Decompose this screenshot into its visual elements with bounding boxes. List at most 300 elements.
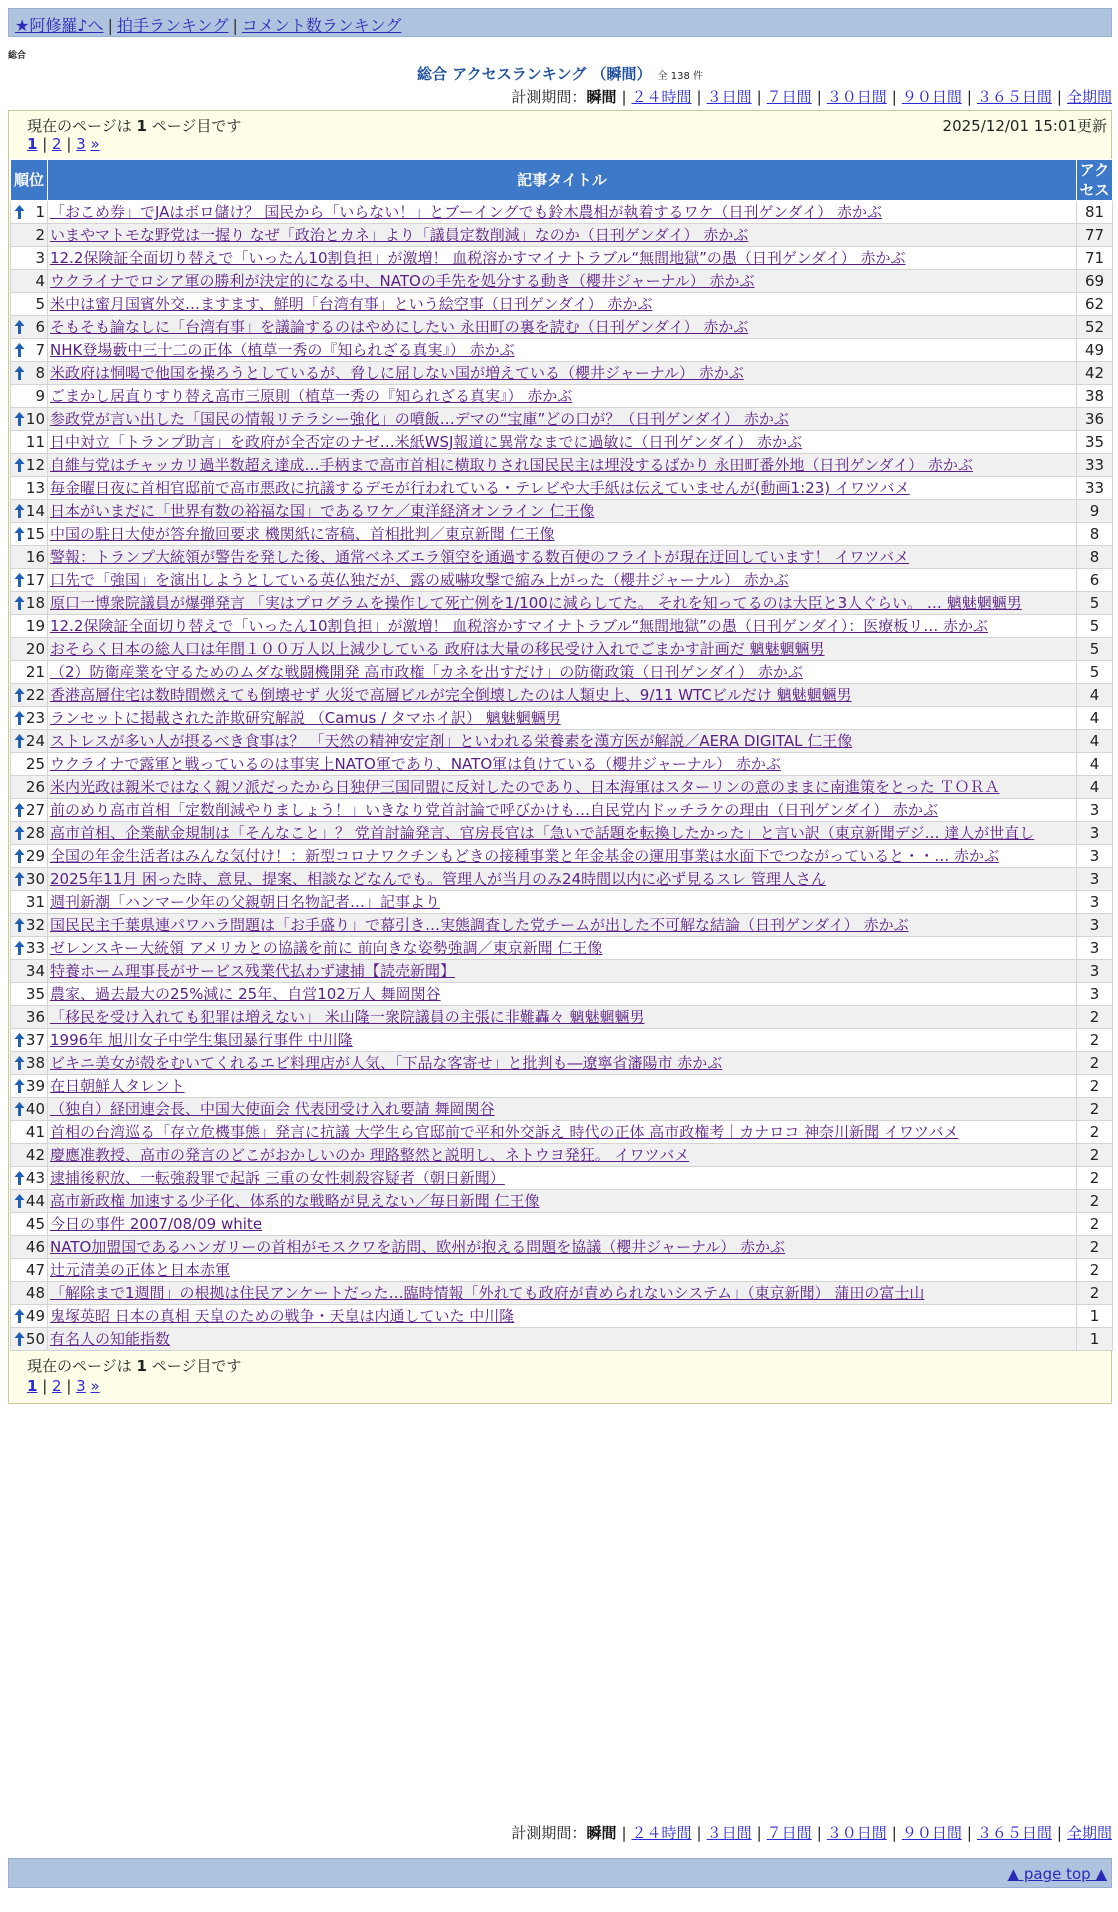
comment-ranking-link[interactable]: コメント数ランキング — [241, 16, 402, 35]
rank-up-arrow-icon — [14, 365, 25, 381]
pager-next[interactable]: » — [90, 135, 100, 153]
table-row — [11, 661, 1113, 684]
rank-cell — [11, 454, 48, 477]
table-row — [11, 891, 1113, 914]
article-link[interactable]: 自維与党はチャッカリ過半数超え達成…手柄まで高市首相に横取りされ国民民主は埋没するばかり 永田町番外地（日刊ゲンダイ） 赤かぶ — [50, 456, 973, 474]
title-cell — [48, 1328, 1077, 1351]
access-count: 49 — [1077, 339, 1113, 362]
table-row — [11, 1305, 1113, 1328]
title-cell — [48, 1121, 1077, 1144]
rank-number: 28 — [25, 824, 45, 842]
table-row — [11, 615, 1113, 638]
article-link[interactable]: 「移民を受け入れても犯罪は増えない」 米山隆一衆院議員の主張に非難轟々 魑魅魍魎男 — [50, 1008, 645, 1026]
title-cell — [48, 431, 1077, 454]
article-link[interactable]: いまやマトモな野党は一握り なぜ「政治とカネ」より「議員定数削減」なのか（日刊ゲンダイ） 赤かぶ — [50, 226, 749, 244]
rank-cell — [11, 224, 48, 247]
access-count: 52 — [1077, 316, 1113, 339]
title-cell — [48, 201, 1077, 224]
article-link[interactable]: 12.2保険証全面切り替えで「いったん10割負担」が激増！ 血税溶かすマイナトラブル“無間地獄”の愚（日刊ゲンダイ） 赤かぶ — [50, 249, 906, 267]
period-option-4[interactable]: ３０日間 — [826, 88, 887, 106]
page-info-pre: 現在のページは — [27, 117, 137, 135]
period-option-2[interactable]: ３日間 — [706, 88, 752, 106]
access-count: 5 — [1077, 661, 1113, 684]
article-link[interactable]: 日中対立「トランプ助言」を政府が全否定のナゼ…米紙WSJ報道に異常なまでに過敏に（日刊ゲンダイ） 赤かぶ — [50, 433, 803, 451]
period-separator: | — [891, 1824, 897, 1842]
article-link[interactable]: ウクライナでロシア軍の勝利が決定的になる中、NATOの手先を処分する動き（櫻井ジャーナル） 赤かぶ — [50, 272, 755, 290]
rank-number: 45 — [25, 1215, 45, 1233]
rank-cell — [11, 1190, 48, 1213]
ranking-panel — [8, 110, 1112, 1404]
article-link[interactable]: 鬼塚英昭 日本の真相 天皇のための戦争・天皇は内通していた 中川隆 — [50, 1307, 515, 1325]
period-option-4[interactable]: ３０日間 — [826, 1824, 887, 1842]
period-option-3[interactable]: ７日間 — [766, 1824, 812, 1842]
rank-cell — [11, 1305, 48, 1328]
rank-number: 24 — [25, 732, 45, 750]
rank-up-arrow-icon — [14, 1170, 25, 1186]
period-separator: | — [621, 1824, 627, 1842]
article-link[interactable]: そもそも論なしに「台湾有事」を議論するのはやめにしたい 永田町の裏を読む（日刊ゲンダイ） 赤かぶ — [50, 318, 749, 336]
rank-cell — [11, 1213, 48, 1236]
title-cell — [48, 546, 1077, 569]
table-row — [11, 270, 1113, 293]
title-cell — [48, 293, 1077, 316]
rank-up-arrow-icon — [14, 457, 25, 473]
clap-ranking-link[interactable]: 拍手ランキング — [116, 16, 229, 35]
article-link[interactable]: 今日の事件 2007/08/09 white — [50, 1215, 263, 1233]
article-link[interactable]: 米政府は恫喝で他国を操ろうとしているが、脅しに屈しない国が増えている（櫻井ジャーナル） 赤かぶ — [50, 364, 744, 382]
table-row — [11, 937, 1113, 960]
period-separator: | — [891, 88, 897, 106]
period-current: 瞬間 — [586, 88, 617, 106]
table-row — [11, 1259, 1113, 1282]
access-count: 3 — [1077, 822, 1113, 845]
article-link[interactable]: 週刊新潮「ハンマー少年の父親朝日名物記者…」記事より — [50, 893, 441, 911]
period-separator: | — [1056, 88, 1062, 106]
rank-up-arrow-icon — [14, 940, 25, 956]
title-cell — [48, 1029, 1077, 1052]
access-count: 2 — [1077, 1190, 1113, 1213]
article-link[interactable]: 米内光政は親米ではなく親ソ派だったから日独伊三国同盟に反対したのであり、日本海軍はスターリンの意のままに南進策をとった ＴＯＲＡ — [50, 778, 1000, 796]
rank-cell — [11, 914, 48, 937]
table-row — [11, 431, 1113, 454]
article-link[interactable]: 日本がいまだに「世界有数の裕福な国」であるワケ／東洋経済オンライン 仁王像 — [50, 502, 595, 520]
table-row — [11, 224, 1113, 247]
pager-page-1[interactable]: 1 — [27, 1377, 38, 1395]
title-cell — [48, 316, 1077, 339]
article-link[interactable]: （2）防衛産業を守るためのムダな戦闘機開発 高市政権「カネを出すだけ」の防衛政策（日刊ゲンダイ） 赤かぶ — [50, 663, 803, 681]
article-link[interactable]: 毎金曜日夜に首相官邸前で高市悪政に抗議するデモが行われている・テレビや大手紙は伝えていませんが(動画1:23) イワツバメ — [50, 479, 910, 497]
nav-separator: | — [232, 16, 238, 35]
rank-up-arrow-icon — [14, 802, 25, 818]
pager-page-2[interactable]: 2 — [52, 1377, 62, 1395]
rank-up-arrow-icon — [14, 710, 25, 726]
period-option-7[interactable]: 全期間 — [1066, 88, 1112, 106]
ranking-table — [10, 159, 1113, 1351]
article-link[interactable]: 逮捕後釈放、一転強殺罪で起訴 三重の女性刺殺容疑者（朝日新聞） — [50, 1169, 505, 1187]
article-link[interactable]: 在日朝鮮人タレント — [50, 1077, 185, 1095]
rank-cell — [11, 546, 48, 569]
rank-number: 6 — [35, 318, 45, 336]
access-count: 2 — [1077, 1259, 1113, 1282]
rank-number: 33 — [25, 939, 45, 957]
page-top-link[interactable]: ▲ page top ▲ — [1007, 1865, 1107, 1883]
rank-number: 12 — [25, 456, 45, 474]
rank-up-arrow-icon — [14, 1032, 25, 1048]
rank-cell — [11, 592, 48, 615]
article-link[interactable]: 有名人の知能指数 — [50, 1330, 171, 1348]
table-row — [11, 408, 1113, 431]
rank-number: 10 — [25, 410, 45, 428]
article-link[interactable]: 口先で「強国」を演出しようとしている英仏独だが、露の威嚇攻撃で縮み上がった（櫻井ジャーナル） 赤かぶ — [50, 571, 789, 589]
rank-cell — [11, 500, 48, 523]
rank-up-arrow-icon — [14, 1101, 25, 1117]
title-cell — [48, 362, 1077, 385]
header-rank: 順位 — [11, 160, 48, 201]
period-separator: | — [621, 88, 627, 106]
rank-cell — [11, 1029, 48, 1052]
article-link[interactable]: NHK登場藪中三十二の正体（植草一秀の『知られざる真実』） 赤かぶ — [50, 341, 515, 359]
rank-number: 15 — [25, 525, 45, 543]
period-separator: | — [1056, 1824, 1062, 1842]
access-count: 77 — [1077, 224, 1113, 247]
rank-cell — [11, 339, 48, 362]
article-link[interactable]: 「解除まで1週間」の根拠は住民アンケートだった…臨時情報「外れても政府が責められないシステム」（東京新聞） 蒲田の富士山 — [50, 1284, 925, 1302]
rank-number: 3 — [35, 249, 45, 267]
rank-up-arrow-icon — [14, 917, 25, 933]
rank-number: 50 — [25, 1330, 45, 1348]
rank-cell — [11, 293, 48, 316]
article-link[interactable]: 中国の駐日大使が答弁撤回要求 機関紙に寄稿、首相批判／東京新聞 仁王像 — [50, 525, 555, 543]
table-row — [11, 914, 1113, 937]
rank-up-arrow-icon — [14, 733, 25, 749]
period-option-5[interactable]: ９０日間 — [901, 88, 962, 106]
access-count: 69 — [1077, 270, 1113, 293]
title-cell — [48, 592, 1077, 615]
access-count: 2 — [1077, 1236, 1113, 1259]
pager-bottom: 1 | 2 | 3 » — [27, 1377, 100, 1395]
title-cell — [48, 707, 1077, 730]
access-count: 5 — [1077, 615, 1113, 638]
table-row — [11, 1282, 1113, 1305]
title-cell — [48, 615, 1077, 638]
access-count: 38 — [1077, 385, 1113, 408]
access-count: 8 — [1077, 523, 1113, 546]
article-link[interactable]: 「おこめ券」でJAはボロ儲け？ 国民から「いらない！」とブーイングでも鈴木農相が執着するワケ（日刊ゲンダイ） 赤かぶ — [50, 203, 883, 221]
rank-cell — [11, 523, 48, 546]
period-option-7[interactable]: 全期間 — [1066, 1824, 1112, 1842]
rank-number: 23 — [25, 709, 45, 727]
access-count: 2 — [1077, 1006, 1113, 1029]
title-cell — [48, 224, 1077, 247]
rank-number: 7 — [35, 341, 45, 359]
title-cell — [48, 914, 1077, 937]
article-link[interactable]: 警報：トランプ大統領が警告を発した後、通常ベネズエラ領空を通過する数百便のフライトが現在迂回しています！ イワツバメ — [50, 548, 910, 566]
table-row — [11, 546, 1113, 569]
rank-number: 26 — [25, 778, 45, 796]
table-row — [11, 247, 1113, 270]
rank-cell — [11, 316, 48, 339]
period-option-1[interactable]: ２４時間 — [631, 88, 692, 106]
rank-cell — [11, 362, 48, 385]
rank-number: 40 — [25, 1100, 45, 1118]
title-cell — [48, 569, 1077, 592]
access-count: 36 — [1077, 408, 1113, 431]
rank-cell — [11, 431, 48, 454]
rank-cell — [11, 983, 48, 1006]
article-link[interactable]: 12.2保険証全面切り替えで「いったん10割負担」が激増！ 血税溶かすマイナトラブル“無間地獄”の愚（日刊ゲンダイ）：医療板リ… 赤かぶ — [50, 617, 988, 635]
access-count: 6 — [1077, 569, 1113, 592]
rank-cell — [11, 1167, 48, 1190]
access-count: 5 — [1077, 592, 1113, 615]
table-row — [11, 1236, 1113, 1259]
rank-number: 16 — [25, 548, 45, 566]
period-current: 瞬間 — [586, 1824, 617, 1842]
title-cell — [48, 776, 1077, 799]
title-cell — [48, 845, 1077, 868]
home-link[interactable]: ★阿修羅♪へ — [15, 16, 104, 35]
rank-number: 46 — [25, 1238, 45, 1256]
rank-number: 2 — [35, 226, 45, 244]
rank-cell — [11, 937, 48, 960]
page-title — [8, 63, 1112, 84]
article-link[interactable]: 香港高層住宅は数時間燃えても倒壊せず 火災で高層ビルが完全倒壊したのは人類史上、9/11 WTCビルだけ 魑魅魍魎男 — [50, 686, 852, 704]
table-row — [11, 684, 1113, 707]
rank-number: 47 — [25, 1261, 45, 1279]
rank-number: 34 — [25, 962, 45, 980]
rank-cell — [11, 799, 48, 822]
access-count: 2 — [1077, 1213, 1113, 1236]
article-link[interactable]: ビキニ美女が殻をむいてくれるエビ料理店が人気、「下品な客寄せ」と批判も―遼寧省瀋陽市 赤かぶ — [50, 1054, 723, 1072]
period-selector-bottom — [8, 1822, 1112, 1843]
period-option-2[interactable]: ３日間 — [706, 1824, 752, 1842]
article-link[interactable]: ゼレンスキー大統領 アメリカとの協議を前に 前向きな姿勢強調／東京新聞 仁王像 — [50, 939, 603, 957]
rank-up-arrow-icon — [14, 595, 25, 611]
table-row — [11, 316, 1113, 339]
table-row — [11, 1006, 1113, 1029]
access-count: 4 — [1077, 753, 1113, 776]
title-cell — [48, 1259, 1077, 1282]
title-cell — [48, 1167, 1077, 1190]
title-cell — [48, 661, 1077, 684]
access-count: 3 — [1077, 845, 1113, 868]
table-row — [11, 730, 1113, 753]
title-cell — [48, 247, 1077, 270]
pager-top: 1 | 2 | 3 » — [27, 135, 100, 153]
article-link[interactable]: 前のめり高市首相「定数削減やりましょう！」いきなり党首討論で呼びかけも…自民党内ドッチラケの理由（日刊ゲンダイ） 赤かぶ — [50, 801, 938, 819]
table-row — [11, 293, 1113, 316]
article-link[interactable]: 国民民主千葉県連パワハラ問題は「お手盛り」で幕引き…実態調査した党チームが出した不可解な結論（日刊ゲンダイ） 赤かぶ — [50, 916, 909, 934]
title-cell — [48, 477, 1077, 500]
table-row — [11, 592, 1113, 615]
rank-number: 9 — [35, 387, 45, 405]
article-link[interactable]: ストレスが多い人が摂るべき食事は？ 「天然の精神安定剤」といわれる栄養素を漢方医が解説／AERA DIGITAL 仁王像 — [50, 732, 853, 750]
table-row — [11, 569, 1113, 592]
page-info — [9, 111, 1111, 135]
page-title-text: 総合 アクセスランキング （瞬間） — [417, 65, 652, 83]
article-link[interactable]: ごまかし居直りすり替え高市三原則（植草一秀の『知られざる真実』） 赤かぶ — [50, 387, 573, 405]
page-info-bottom — [9, 1351, 1111, 1377]
access-count: 2 — [1077, 1282, 1113, 1305]
rank-cell — [11, 661, 48, 684]
table-row — [11, 638, 1113, 661]
title-cell — [48, 1098, 1077, 1121]
rank-cell — [11, 1098, 48, 1121]
article-link[interactable]: 高市新政権 加速する少子化、体系的な戦略が見えない／毎日新聞 仁王像 — [50, 1192, 540, 1210]
article-link[interactable]: 米中は蜜月国賓外交…ますます、鮮明「台湾有事」という絵空事（日刊ゲンダイ） 赤かぶ — [50, 295, 653, 313]
rank-up-arrow-icon — [14, 825, 25, 841]
rank-up-arrow-icon — [14, 204, 25, 220]
category-tag: 総合 — [8, 51, 27, 61]
title-cell — [48, 1236, 1077, 1259]
period-option-3[interactable]: ７日間 — [766, 88, 812, 106]
rank-cell — [11, 1121, 48, 1144]
period-option-6[interactable]: ３６５日間 — [976, 1824, 1052, 1842]
header-access: アクセス — [1077, 160, 1113, 201]
title-cell — [48, 385, 1077, 408]
table-row — [11, 983, 1113, 1006]
period-label: 計測期間： — [511, 88, 587, 106]
title-cell — [48, 408, 1077, 431]
pager-page-3[interactable]: 3 — [76, 135, 86, 153]
table-row — [11, 1098, 1113, 1121]
access-count: 81 — [1077, 201, 1113, 224]
rank-cell — [11, 270, 48, 293]
table-row — [11, 500, 1113, 523]
access-count: 2 — [1077, 1052, 1113, 1075]
access-count: 3 — [1077, 868, 1113, 891]
title-cell — [48, 1052, 1077, 1075]
period-separator: | — [966, 1824, 972, 1842]
title-cell — [48, 1305, 1077, 1328]
page-info-post: ページ目です — [146, 1357, 242, 1375]
rank-number: 37 — [25, 1031, 45, 1049]
period-separator: | — [966, 88, 972, 106]
title-cell — [48, 1075, 1077, 1098]
title-cell — [48, 730, 1077, 753]
rank-number: 17 — [25, 571, 45, 589]
rank-up-arrow-icon — [14, 1055, 25, 1071]
access-count: 35 — [1077, 431, 1113, 454]
rank-number: 18 — [25, 594, 45, 612]
top-nav-bar — [8, 8, 1112, 37]
title-cell — [48, 1006, 1077, 1029]
title-cell — [48, 799, 1077, 822]
article-link[interactable]: 2025年11月 困った時、意見、提案、相談などなんでも。管理人が当月のみ24時間以内に必ず見るスレ 管理人さん — [50, 870, 826, 888]
access-count: 33 — [1077, 477, 1113, 500]
rank-up-arrow-icon — [14, 871, 25, 887]
rank-cell — [11, 776, 48, 799]
article-link[interactable]: 全国の年金生活者はみんな気付け！：新型コロナワクチンもどきの接種事業と年金基金の運用事業は水面下でつながっていると・・… 赤かぶ — [50, 847, 1000, 865]
rank-cell — [11, 1282, 48, 1305]
table-row — [11, 1144, 1113, 1167]
period-separator: | — [696, 88, 702, 106]
rank-cell — [11, 707, 48, 730]
article-link[interactable]: NATO加盟国であるハンガリーの首相がモスクワを訪問、欧州が抱える問題を協議（櫻井ジャーナル） 赤かぶ — [50, 1238, 786, 1256]
rank-number: 38 — [25, 1054, 45, 1072]
article-link[interactable]: 特養ホーム理事長がサービス残業代払わず逮捕【読売新聞】 — [50, 962, 456, 980]
period-separator: | — [756, 88, 762, 106]
rank-up-arrow-icon — [14, 848, 25, 864]
title-cell — [48, 1282, 1077, 1305]
rank-cell — [11, 1052, 48, 1075]
rank-cell — [11, 822, 48, 845]
article-link[interactable]: （独自）経団連会長、中国大使面会 代表団受け入れ要請 舞岡関谷 — [50, 1100, 495, 1118]
article-link[interactable]: 辻元清美の正体と日本赤軍 — [50, 1261, 231, 1279]
title-cell — [48, 937, 1077, 960]
table-row — [11, 845, 1113, 868]
table-row — [11, 1167, 1113, 1190]
article-link[interactable]: 1996年 旭川女子中学生集団暴行事件 中川隆 — [50, 1031, 353, 1049]
article-link[interactable]: 首相の台湾巡る「存立危機事態」発言に抗議 大学生ら官邸前で平和外交訴え 時代の正体 高市政権考｜カナロコ 神奈川新聞 イワツバメ — [50, 1123, 959, 1141]
title-cell — [48, 960, 1077, 983]
access-count: 4 — [1077, 776, 1113, 799]
article-link[interactable]: 農家、過去最大の25%減に 25年、自営102万人 舞岡関谷 — [50, 985, 441, 1003]
page-info-current: 1 — [136, 117, 147, 135]
title-cell — [48, 339, 1077, 362]
article-link[interactable]: ウクライナで露軍と戦っているのは事実上NATO軍であり、NATO軍は負けている（櫻井ジャーナル） 赤かぶ — [50, 755, 781, 773]
rank-number: 22 — [25, 686, 45, 704]
access-count: 5 — [1077, 638, 1113, 661]
rank-cell — [11, 638, 48, 661]
table-row — [11, 339, 1113, 362]
table-row — [11, 362, 1113, 385]
access-count: 2 — [1077, 1121, 1113, 1144]
pager-page-1[interactable]: 1 — [27, 135, 38, 153]
period-option-1[interactable]: ２４時間 — [631, 1824, 692, 1842]
period-option-5[interactable]: ９０日間 — [901, 1824, 962, 1842]
title-cell — [48, 822, 1077, 845]
rank-cell — [11, 477, 48, 500]
article-link[interactable]: おそらく日本の総人口は年間１００万人以上減少している 政府は大量の移民受け入れでごまかす計画だ 魑魅魍魎男 — [50, 640, 825, 658]
title-cell — [48, 638, 1077, 661]
article-link[interactable]: 参政党が言い出した「国民の情報リテラシー強化」の噴飯…デマの“宝庫”どの口が？（日刊ゲンダイ） 赤かぶ — [50, 410, 789, 428]
rank-cell — [11, 753, 48, 776]
rank-up-arrow-icon — [14, 687, 25, 703]
rank-number: 48 — [25, 1284, 45, 1302]
table-row — [11, 960, 1113, 983]
title-cell — [48, 868, 1077, 891]
pager-page-2[interactable]: 2 — [52, 135, 62, 153]
page-info-pre: 現在のページは — [27, 1357, 137, 1375]
article-link[interactable]: 高市首相、企業献金規制は「そんなこと」？ 党首討論発言、官房長官は「急いで話題を転換したかった」と言い訳（東京新聞デジ… 達人が世直し — [50, 824, 1035, 842]
access-count: 42 — [1077, 362, 1113, 385]
pager-next[interactable]: » — [90, 1377, 100, 1395]
rank-up-arrow-icon — [14, 1078, 25, 1094]
period-option-6[interactable]: ３６５日間 — [976, 88, 1052, 106]
rank-cell — [11, 1006, 48, 1029]
table-row — [11, 776, 1113, 799]
access-count: 2 — [1077, 1098, 1113, 1121]
table-row — [11, 799, 1113, 822]
period-separator: | — [756, 1824, 762, 1842]
table-row — [11, 454, 1113, 477]
rank-number: 11 — [25, 433, 45, 451]
rank-up-arrow-icon — [14, 342, 25, 358]
rank-cell — [11, 1075, 48, 1098]
rank-up-arrow-icon — [14, 526, 25, 542]
article-link[interactable]: 原口一博衆院議員が爆弾発言 「実はプログラムを操作して死亡例を1/100に減らしてた。 それを知ってるのは大臣と3人ぐらい。 … 魑魅魍魎男 — [50, 594, 1022, 612]
rank-cell — [11, 1236, 48, 1259]
article-link[interactable]: ランセットに掲載された詐欺研究解説 （Camus / タマホイ訳） 魑魅魍魎男 — [50, 709, 561, 727]
access-count: 4 — [1077, 684, 1113, 707]
page-info-post: ページ目です — [146, 117, 242, 135]
rank-number: 20 — [25, 640, 45, 658]
article-link[interactable]: 慶應准教授、高市の発言のどこがおかしいのか 理路整然と説明し、ネトウヨ発狂。 イワツバメ — [50, 1146, 690, 1164]
rank-up-arrow-icon — [14, 1331, 25, 1347]
rank-cell — [11, 1144, 48, 1167]
title-cell — [48, 983, 1077, 1006]
pager-page-3[interactable]: 3 — [76, 1377, 86, 1395]
